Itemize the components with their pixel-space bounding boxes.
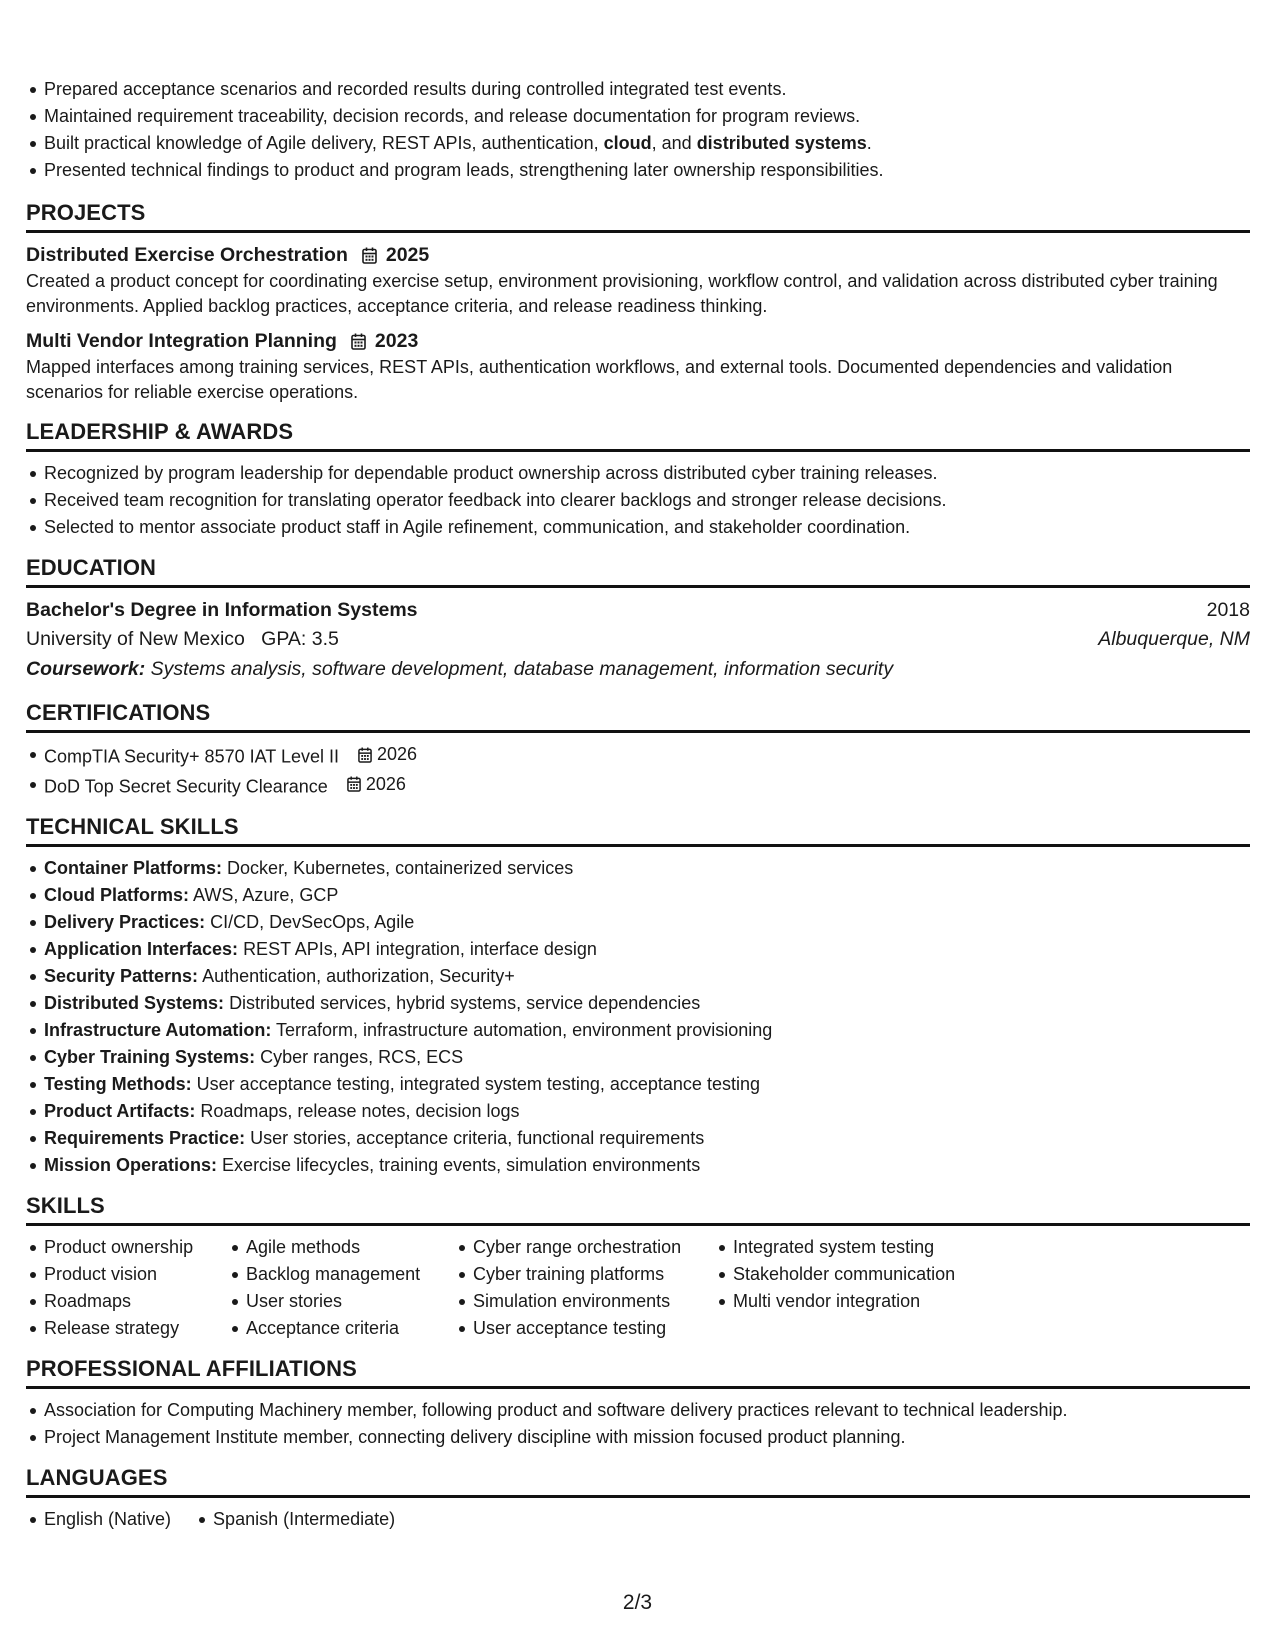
list-item <box>26 1071 1250 1098</box>
section-title-education: EDUCATION <box>26 555 1250 588</box>
skill-value: Roadmaps, release notes, decision logs <box>200 1101 520 1121</box>
list-item: Product vision <box>26 1261 228 1288</box>
skill-value: REST APIs, API integration, interface design <box>243 939 597 959</box>
list-item: Stakeholder communication <box>715 1261 1015 1288</box>
page-number: 2/3 <box>622 1591 653 1614</box>
education-school-row <box>26 625 1250 654</box>
degree: Bachelor's Degree in Information Systems <box>26 599 418 621</box>
languages-list <box>26 1506 1250 1533</box>
section-title-certifications: CERTIFICATIONS <box>26 700 1250 733</box>
skill-value: CI/CD, DevSecOps, Agile <box>210 912 415 932</box>
coursework <box>26 654 1250 684</box>
skill-value: User stories, acceptance criteria, functional requirements <box>250 1128 705 1148</box>
project-name: Multi Vendor Integration Planning <box>26 330 337 352</box>
list-item: Integrated system testing <box>715 1234 1015 1261</box>
calendar-icon <box>347 776 361 792</box>
list-item <box>26 963 1250 990</box>
skill-label: Product Artifacts: <box>44 1101 196 1121</box>
list-item: Product ownership <box>26 1234 228 1261</box>
skill-label: Mission Operations: <box>44 1155 218 1175</box>
project-entry <box>26 241 1250 319</box>
cert-year: 2026 <box>365 773 406 794</box>
list-item: Backlog management <box>228 1261 455 1288</box>
project-description: Created a product concept for coordinating exercise setup, environment provisioning, workflow control, and validation across distributed cyber training environments. Applied backlog practices, acceptance criteria, and release readiness thinking. <box>26 271 1218 316</box>
school-info <box>26 625 339 654</box>
school-location: Albuquerque, NM <box>1098 628 1250 650</box>
project-heading <box>26 327 1250 355</box>
cert-name: CompTIA Security+ 8570 IAT Level II <box>44 746 339 767</box>
project-name: Distributed Exercise Orchestration <box>26 244 348 266</box>
skills-column <box>455 1234 715 1342</box>
list-item <box>26 882 1250 909</box>
list-item: Spanish (Intermediate) <box>195 1506 395 1533</box>
section-title-affiliations: PROFESSIONAL AFFILIATIONS <box>26 1356 1250 1389</box>
coursework-label: Coursework: <box>26 658 146 680</box>
skill-label: Requirements Practice: <box>44 1128 246 1148</box>
list-item: Received team recognition for translating operator feedback into clearer backlogs and stronger release decisions. <box>26 487 1250 514</box>
certifications-list <box>26 741 1250 800</box>
coursework-text: Systems analysis, software development, database management, information security <box>150 658 894 680</box>
skill-value: Exercise lifecycles, training events, simulation environments <box>222 1155 701 1175</box>
skill-label: Infrastructure Automation: <box>44 1020 272 1040</box>
list-item <box>26 130 1250 157</box>
text: . <box>866 133 872 153</box>
skill-label: Cloud Platforms: <box>44 885 190 905</box>
resume-page <box>26 76 1250 1533</box>
list-item <box>26 909 1250 936</box>
list-item <box>26 1125 1250 1152</box>
project-year: 2025 <box>385 244 430 266</box>
section-title-skills: SKILLS <box>26 1193 1250 1226</box>
list-item: Maintained requirement traceability, decision records, and release documentation for program reviews. <box>26 103 1250 130</box>
list-item: Multi vendor integration <box>715 1288 1015 1315</box>
skill-value: Authentication, authorization, Security+ <box>202 966 515 986</box>
list-item: English (Native) <box>26 1506 171 1533</box>
section-title-projects: PROJECTS <box>26 200 1250 233</box>
cert-year: 2026 <box>377 744 418 764</box>
skills-column <box>715 1234 1015 1342</box>
list-item: Cyber training platforms <box>455 1261 715 1288</box>
skill-label: Cyber Training Systems: <box>44 1047 256 1067</box>
list-item <box>26 936 1250 963</box>
list-item <box>26 1152 1250 1179</box>
project-entry <box>26 327 1250 405</box>
text: Built practical knowledge of Agile delivery, REST APIs, authentication, <box>44 133 604 153</box>
skill-value: Docker, Kubernetes, containerized services <box>227 858 574 878</box>
list-item: Cyber range orchestration <box>455 1234 715 1261</box>
project-date <box>362 241 429 269</box>
calendar-icon <box>351 333 366 350</box>
list-item: User acceptance testing <box>455 1315 715 1342</box>
bold-text: cloud <box>603 133 652 153</box>
text: , and <box>651 133 697 153</box>
leadership-list <box>26 460 1250 541</box>
project-year: 2023 <box>374 330 419 352</box>
calendar-icon <box>362 247 377 264</box>
list-item: User stories <box>228 1288 455 1315</box>
section-title-technical-skills: TECHNICAL SKILLS <box>26 814 1250 847</box>
list-item: Recognized by program leadership for dependable product ownership across distributed cyber training releases. <box>26 460 1250 487</box>
list-item <box>26 1098 1250 1125</box>
list-item: Simulation environments <box>455 1288 715 1315</box>
list-item: Selected to mentor associate product staff in Agile refinement, communication, and stakeholder coordination. <box>26 514 1250 541</box>
gpa: GPA: 3.5 <box>261 628 339 650</box>
list-item <box>26 990 1250 1017</box>
list-item <box>26 771 1250 801</box>
list-item: Association for Computing Machinery member, following product and software delivery practices relevant to technical leadership. <box>26 1397 1250 1424</box>
list-item: Presented technical findings to product and program leads, strengthening later ownership responsibilities. <box>26 157 1250 184</box>
skills-column <box>26 1234 228 1342</box>
list-item: Agile methods <box>228 1234 455 1261</box>
skill-value: Distributed services, hybrid systems, service dependencies <box>229 993 701 1013</box>
list-item: Project Management Institute member, connecting delivery discipline with mission focused product planning. <box>26 1424 1250 1451</box>
list-item: Release strategy <box>26 1315 228 1342</box>
skill-label: Application Interfaces: <box>44 939 239 959</box>
skill-label: Delivery Practices: <box>44 912 206 932</box>
skill-value: Cyber ranges, RCS, ECS <box>260 1047 464 1067</box>
affiliations-list <box>26 1397 1250 1451</box>
education-degree-row <box>26 596 1250 625</box>
section-title-languages: LANGUAGES <box>26 1465 1250 1498</box>
skill-label: Testing Methods: <box>44 1074 192 1094</box>
skills-column <box>228 1234 455 1342</box>
skill-value: User acceptance testing, integrated system testing, acceptance testing <box>196 1074 760 1094</box>
list-item <box>26 1044 1250 1071</box>
cert-date <box>358 741 417 768</box>
skill-label: Container Platforms: <box>44 858 223 878</box>
experience-bullets <box>26 76 1250 184</box>
project-heading <box>26 241 1250 269</box>
section-title-leadership: LEADERSHIP & AWARDS <box>26 419 1250 452</box>
technical-skills-list <box>26 855 1250 1179</box>
list-item <box>26 741 1250 771</box>
bold-text: distributed systems <box>696 133 867 153</box>
list-item <box>26 1017 1250 1044</box>
list-item: Acceptance criteria <box>228 1315 455 1342</box>
skill-label: Distributed Systems: <box>44 993 225 1013</box>
graduation-year: 2018 <box>1206 599 1250 621</box>
skill-value: Terraform, infrastructure automation, environment provisioning <box>276 1020 773 1040</box>
list-item <box>26 855 1250 882</box>
project-date <box>351 327 418 355</box>
list-item: Prepared acceptance scenarios and recorded results during controlled integrated test events. <box>26 76 1250 103</box>
skill-value: AWS, Azure, GCP <box>193 885 339 905</box>
cert-name: DoD Top Secret Security Clearance <box>44 776 328 796</box>
list-item: Roadmaps <box>26 1288 228 1315</box>
project-description: Mapped interfaces among training services, REST APIs, authentication workflows, and external tools. Documented dependencies and validation scenarios for reliable exercise operations. <box>26 357 1173 402</box>
skills-grid <box>26 1234 1250 1342</box>
skill-label: Security Patterns: <box>44 966 199 986</box>
calendar-icon <box>358 747 372 763</box>
school-name: University of New Mexico <box>26 628 245 650</box>
cert-date <box>347 771 406 798</box>
